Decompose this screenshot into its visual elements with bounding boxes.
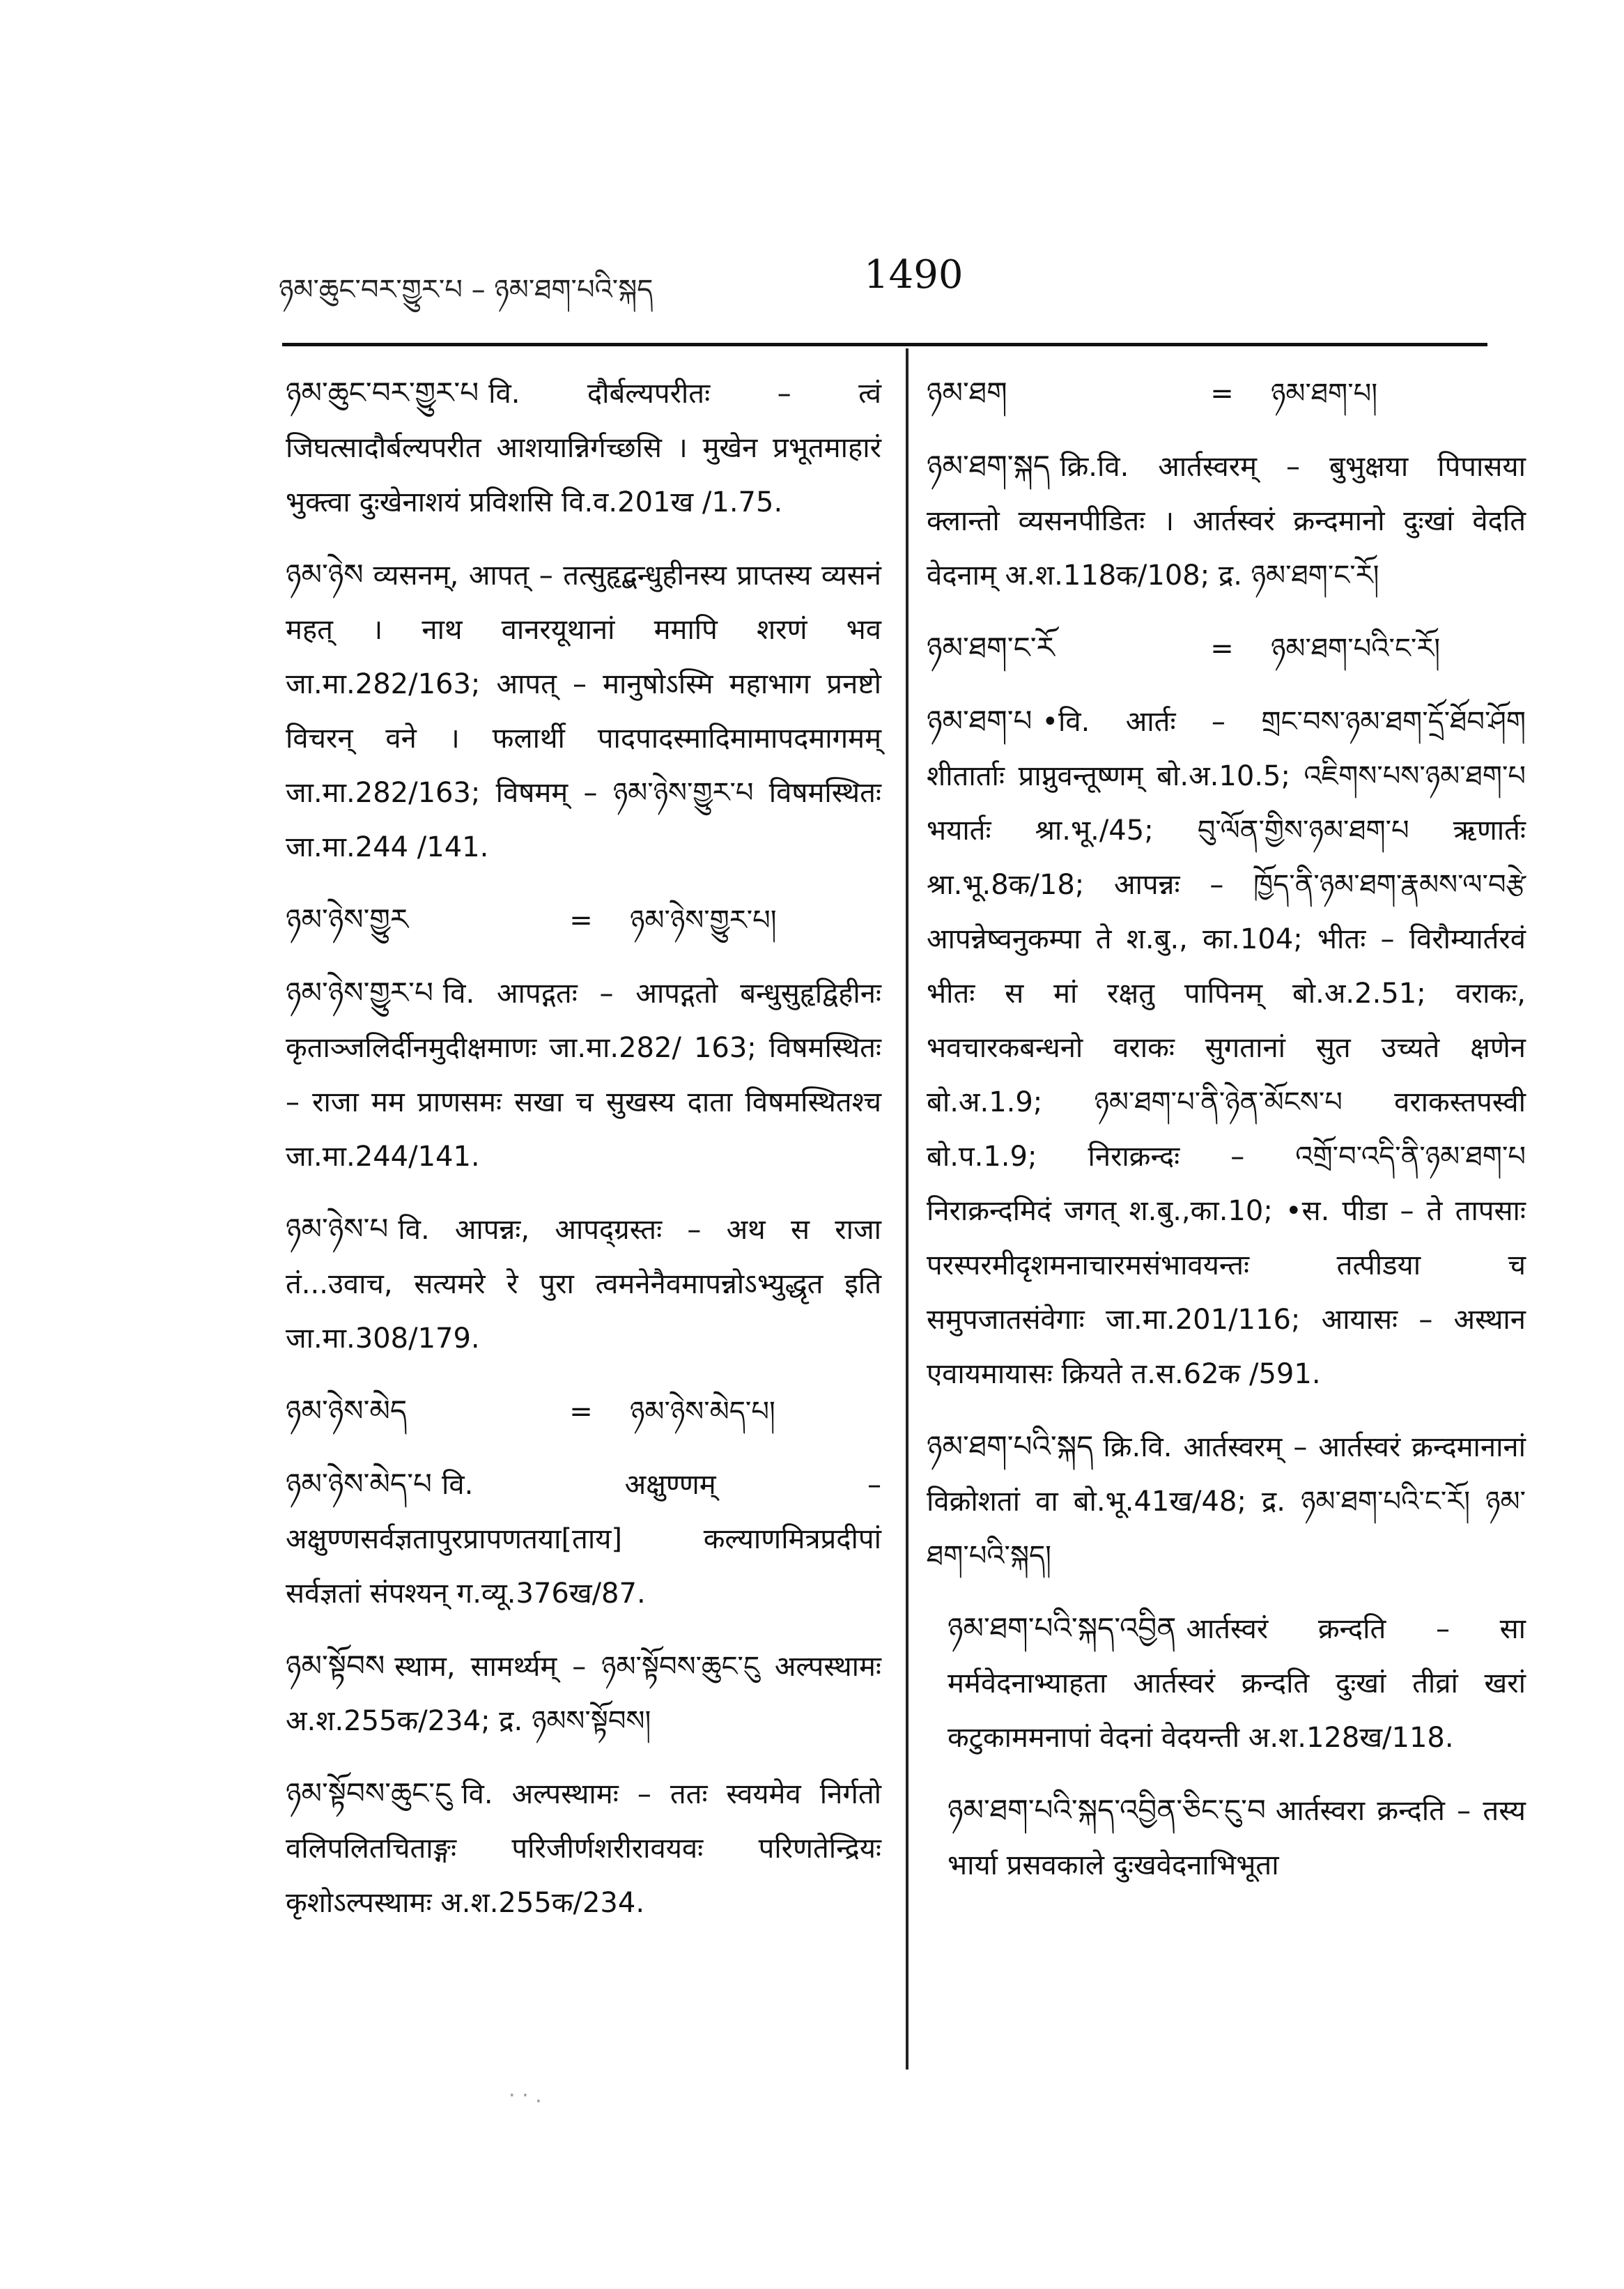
entry-headword: ཉམ་ཐག་སྐད xyxy=(927,449,1051,483)
dictionary-entry xyxy=(286,548,881,874)
entry-headword: ཉམ་ཐག་པའི་སྐད་འབྱིན་ཅིང་ངུ་བ xyxy=(948,1793,1266,1827)
entry-definition: स्थाम, सामर्थ्यम् – ཉམ་སྟོབས་ཆུང་ངུ अल्पस्थामः अ.श.255क/234; द्र. ཉམས་སྟོབས། xyxy=(286,1651,881,1737)
entry-equals: = xyxy=(1210,378,1234,410)
entry-definition: •वि. आर्तः – གྲང་བས་ཉམ་ཐག་དྲོ་ཐོབ་ཤོག शीतार्ताः प्राप्नुवन्तूष्णम् बो.अ.10.5; འཇིགས་པས་ཉམ་ཐག་པ भयार्तः श्रा.भू./45; བུ་ལོན་གྱིས་ཉམ་ཐག་པ ऋणार्तः श्रा.भू.8क/18; आपन्नः – ཁྱོད་ནི་ཉམ་ཐག་རྣམས་ལ་བརྩེ आपन्नेष्वनुकम्पा ते श.बु., का.104; भीतः – विरौम्यार्तरवं भीतः स मां रक्षतु पापिनम् बो.अ.2.51; वराकः, भवचारकबन्धनो वराकः सुगतानां सुत उच्यते क्षणेन बो.अ.1.9; ཉམ་ཐག་པ་ནི་ཉེན་མོངས་པ वराकस्तपस्वी बो.प.1.9; निराक्रन्दः – འགྲོ་བ་འདི་ནི་ཉམ་ཐག་པ निराक्रन्दमिदं जगत् श.बु.,का.10; •स. पीडा – ते तापसाः परस्परमीदृशमनाचारमसंभावयन्तः तत्पीडया च समुपजातसंवेगाः जा.मा.201/116; आयासः – अस्थान एवायमायासः क्रियते त.स.62क /591. xyxy=(927,706,1526,1390)
entry-headword: ཉམ་སྟོབས xyxy=(286,1649,385,1683)
column-separator xyxy=(906,348,908,2070)
scan-specks: · · . xyxy=(509,2083,542,2108)
entry-crossref: ཉམ་ཐག་པ། xyxy=(1271,378,1378,410)
entry-equals: = xyxy=(1210,633,1234,665)
entry-headword: ཉམ་ཐག་པའི་སྐད་འབྱིན xyxy=(948,1611,1177,1645)
entry-definition: वि. दौर्बल्यपरीतः – त्वं जिघत्सादौर्बल्यपरीत आशयान्निर्गच्छसि । मुखेन प्रभूतमाहारं भुक्त्वा दुःखेनाशयं प्रविशसि वि.व.201ख /1.75. xyxy=(286,378,881,518)
dictionary-entry xyxy=(927,439,1526,603)
entry-definition: वि. आपद्गतः – आपद्गतो बन्धुसुहृद्विहीनः कृताञ्जलिर्दीनमुदीक्षमाणः जा.मा.282/ 163; विषमस्थितः – राजा मम प्राणसमः सखा च सुखस्य दाता विषमस्थितश्च जा.मा.244/141. xyxy=(286,978,881,1173)
dictionary-entry xyxy=(927,1601,1526,1765)
entry-headword: ཉམ་ཉེས་པ xyxy=(286,1212,389,1246)
entry-definition: आर्तस्वरा क्रन्दति – तस्य भार्या प्रसवकाले दुःखवेदनाभिभूता xyxy=(948,1795,1526,1881)
dictionary-entry xyxy=(927,621,1526,676)
dictionary-entry xyxy=(286,1639,881,1748)
page-number: 1490 xyxy=(864,252,964,298)
dictionary-entry xyxy=(927,1419,1526,1583)
dictionary-entry xyxy=(927,694,1526,1401)
left-column xyxy=(286,366,881,1948)
entry-headword: ཉམ་སྟོབས་ཆུང་ངུ xyxy=(286,1776,452,1810)
dictionary-entry xyxy=(286,966,881,1184)
right-column xyxy=(927,366,1526,1911)
entry-definition: वि. अल्पस्थामः – ततः स्वयमेव निर्गतो वलिपलितचिताङ्गः परिजीर्णशरीरावयवः परिणतेन्द्रियः कृशोऽल्पस्थामः अ.श.255क/234. xyxy=(286,1778,881,1919)
entry-headword: ཉམ་ཐག་པའི་སྐད xyxy=(927,1429,1094,1463)
entry-definition: वि. आपन्नः, आपद्ग्रस्तः – अथ स राजा तं...उवाच, सत्यमरे रे पुरा त्वमनेनैवमापन्नोऽभ्युद्धृत इति जा.मा.308/179. xyxy=(286,1214,881,1355)
entry-definition: व्यसनम्, आपत् – तत्सुहृद्बन्धुहीनस्य प्राप्तस्य व्यसनं महत् । नाथ वानरयूथानां ममापि शरणं भव जा.मा.282/163; आपत् – मानुषोऽस्मि महाभाग प्रनष्टो विचरन् वने । फलार्थी पादपादस्मादिमामापदमागमम् जा.मा.282/163; विषमम् – ཉམ་ཉེས་གྱུར་པ विषमस्थितः जा.मा.244 /141. xyxy=(286,560,881,863)
dictionary-entry xyxy=(286,1202,881,1366)
entry-definition: क्रि.वि. आर्तस्वरम् – बुभुक्षया पिपासया क्लान्तो व्यसनपीडितः । आर्तस्वरं क्रन्दमानो दुःखां वेदति वेदनाम् अ.श.118क/108; द्र. ཉམ་ཐག་ང་རོ། xyxy=(927,451,1526,592)
entry-headword: ཉམ་ཉེས་གྱུར xyxy=(286,902,409,937)
dictionary-entry xyxy=(286,1384,881,1439)
dictionary-entry xyxy=(286,366,881,530)
entry-headword: ཉམ་ཉེས xyxy=(286,557,364,592)
entry-definition: वि. अक्षुण्णम् – अक्षुण्णसर्वज्ञतापुरप्रापणतया[ताय] कल्याणमित्रप्रदीपां सर्वज्ञतां संपश्यन् ग.व्यू.376ख/87. xyxy=(286,1469,881,1610)
entry-definition: आर्तस्वरं क्रन्दति – सा मर्मवेदनाभ्याहता आर्तस्वरं क्रन्दति दुःखां तीव्रां खरां कटुकाममनापां वेदनां वेदयन्ती अ.श.128ख/118. xyxy=(948,1613,1526,1754)
entry-crossref: ཉམ་ཉེས་གྱུར་པ། xyxy=(630,904,777,937)
entry-headword: ཉམ་ཐག xyxy=(927,376,1007,410)
dictionary-entry xyxy=(286,1457,881,1621)
entry-headword: ཉམ་ཐག་ང་རོ xyxy=(927,631,1055,665)
header-rule xyxy=(282,343,1487,346)
dictionary-entry xyxy=(927,366,1526,421)
dictionary-entry xyxy=(927,1783,1526,1893)
entry-headword: ཉམ་ཉེས་མེད xyxy=(286,1394,408,1428)
dictionary-entry xyxy=(286,893,881,948)
running-head: ཉམ་ཆུང་བར་གྱུར་པ – ཉམ་ཐག་པའི་སྐད xyxy=(279,274,654,306)
entry-headword: ཉམ་ཉེས་མེད་པ xyxy=(286,1467,432,1501)
entry-headword: ཉམ་ཆུང་བར་གྱུར་པ xyxy=(286,376,479,410)
entry-crossref: ཉམ་ཉེས་མེད་པ། xyxy=(630,1396,775,1428)
entry-definition: क्रि.वि. आर्तस्वरम् – आर्तस्वरं क्रन्दमानानां विक्रोशतां वा बो.भू.41ख/48; द्र. ཉམ་ཐག་པའི་ང་རོ། ཉམ་ཐག་པའི་སྐད། xyxy=(927,1431,1526,1572)
entry-headword: ཉམ་ཉེས་གྱུར་པ xyxy=(286,976,433,1010)
dictionary-entry xyxy=(286,1766,881,1930)
entry-equals: = xyxy=(569,904,593,937)
entry-crossref: ཉམ་ཐག་པའི་ང་རོ། xyxy=(1271,633,1441,665)
entry-equals: = xyxy=(569,1396,593,1428)
entry-headword: ཉམ་ཐག་པ xyxy=(927,704,1033,738)
